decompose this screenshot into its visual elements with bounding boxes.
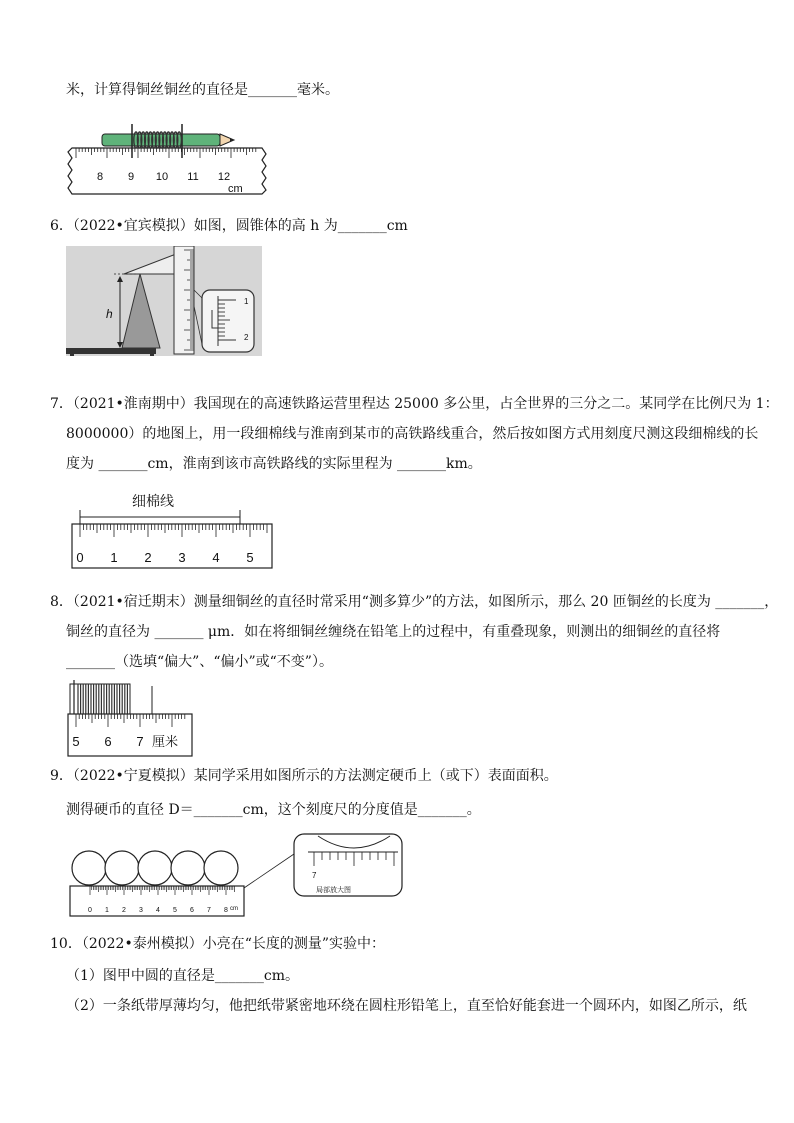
ruler-label: 1 [105, 907, 109, 914]
thread-label: 细棉线 [132, 493, 174, 509]
q8-text-3: _______（选填“偏大”、“偏小”或“不变”）。 [66, 654, 333, 670]
ruler-label: 7 [207, 907, 211, 914]
coin [204, 851, 238, 885]
ruler-label: 6 [190, 907, 194, 914]
ruler-label: 10 [155, 171, 169, 183]
ruler-label: 7 [136, 734, 144, 749]
ruler-label: 11 [187, 171, 199, 183]
q8-text-2: 铜丝的直径为 _______ μm．如在将细铜丝缠绕在铅笔上的过程中，有重叠现象，则测出的细铜丝的直径将 [66, 624, 721, 640]
q5-text: 米，计算得铜丝铜丝的直径是_______毫米。 [66, 82, 339, 98]
q6-text: 6．（2022•宜宾模拟）如图，圆锥体的高 h 为_______cm [50, 218, 408, 234]
ruler-label: 8 [224, 907, 228, 914]
ruler-label: 6 [104, 734, 112, 749]
q7-text-1: 7．（2021•淮南期中）我国现在的高速铁路运营里程达 25000 多公里，占全世界的三分之二。某同学在比例尺为 1： [50, 396, 779, 412]
ruler-label: 3 [139, 907, 143, 914]
q9-unit: cm [230, 906, 238, 912]
q6-inset-label-1: 1 [244, 297, 249, 306]
ruler-label: 3 [178, 550, 186, 565]
q9-text-1: 9．（2022•宁夏模拟）某同学采用如图所示的方法测定硬币上（或下）表面面积。 [50, 768, 558, 784]
ruler-label: 2 [122, 907, 126, 914]
q9-figure [68, 826, 412, 920]
ruler-label: 4 [156, 907, 160, 914]
q10-text-2: （1）图甲中圆的直径是_______cm。 [66, 968, 300, 984]
q7-figure [70, 490, 276, 570]
q5-unit: cm [228, 183, 243, 195]
q7-text-2: 8000000）的地图上，用一段细棉线与淮南到某市的高铁路线重合，然后按如图方式用刻度尺测这段细棉线的长 [66, 426, 759, 442]
ruler-label: 4 [212, 550, 220, 565]
q7-text-3: 度为 _______cm，淮南到该市高铁路线的实际里程为 _______km。 [66, 456, 482, 472]
ruler-label: 0 [88, 907, 92, 914]
coin [138, 851, 172, 885]
ruler-label: 5 [246, 550, 254, 565]
q9-inset-label: 7 [312, 871, 317, 880]
q9-inset-caption: 局部放大图 [316, 887, 351, 894]
q9-text-2: 测得硬币的直径 D＝_______cm，这个刻度尺的分度值是_______。 [66, 802, 481, 818]
q10-text-1: 10．（2022•泰州模拟）小亮在“长度的测量”实验中： [50, 936, 386, 952]
q10-text-3: （2）一条纸带厚薄均匀，他把纸带紧密地环绕在圆柱形铅笔上，直至恰好能套进一个圆环内，如图乙所示，纸 [66, 998, 747, 1014]
ruler-label: 2 [144, 550, 152, 565]
ruler-label: 5 [72, 734, 80, 749]
ruler-label: 0 [76, 550, 84, 565]
q6-inset-label-2: 2 [244, 333, 249, 342]
ruler-label: 1 [110, 550, 118, 565]
q6-figure [66, 246, 262, 356]
ruler-label: 12 [217, 171, 231, 183]
coin [171, 851, 205, 885]
coin [72, 851, 106, 885]
ruler-label: 9 [127, 171, 135, 183]
q8-figure [66, 680, 196, 758]
h-label: h [106, 307, 113, 321]
q8-unit: 厘米 [152, 734, 179, 749]
ruler-label: 8 [96, 171, 104, 183]
q8-text-1: 8．（2021•宿迁期末）测量细铜丝的直径时常采用“测多算少”的方法，如图所示，那么 20 匝铜丝的长度为 _______， [50, 594, 779, 610]
q5-figure [66, 124, 272, 196]
ruler-label: 5 [173, 907, 177, 914]
coin [105, 851, 139, 885]
